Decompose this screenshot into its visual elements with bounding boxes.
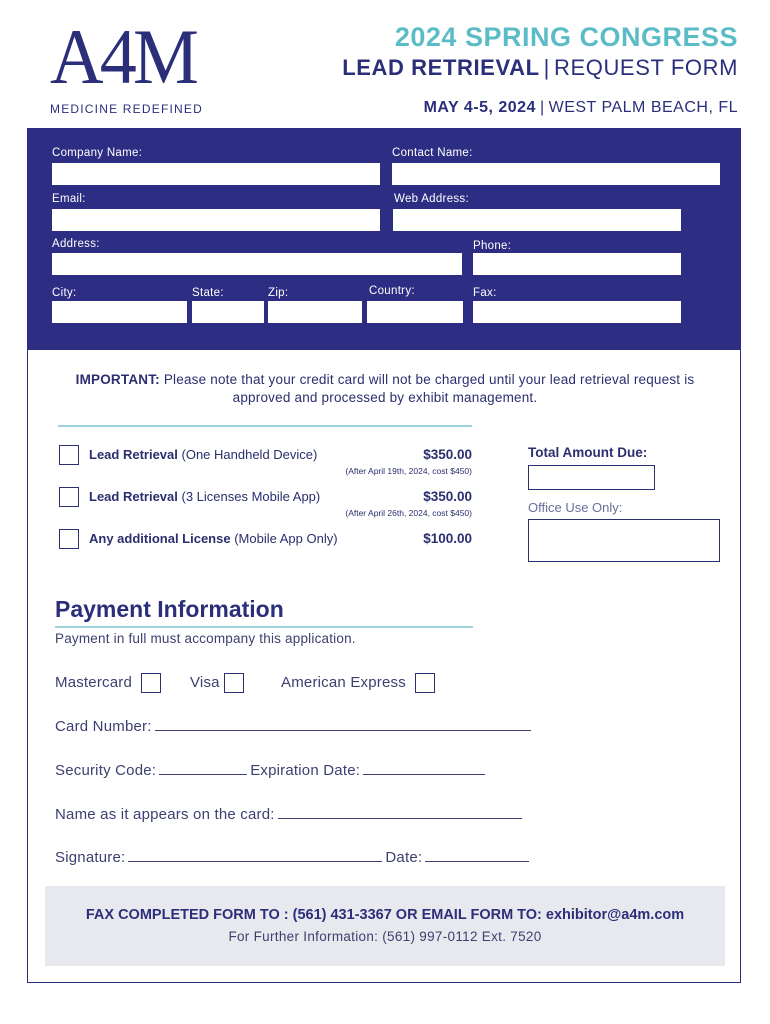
date-label: Date: (385, 849, 423, 866)
event-location: WEST PALM BEACH, FL (548, 99, 738, 116)
option-1-detail: (One Handheld Device) (181, 447, 318, 462)
country-field[interactable] (367, 301, 463, 323)
name-on-card-row (55, 805, 525, 823)
congress-title: 2024 SPRING CONGRESS (394, 22, 738, 52)
option-2-checkbox[interactable] (59, 487, 79, 507)
contact-footer (45, 886, 725, 966)
event-date-location (342, 99, 738, 117)
form-title-rest: REQUEST FORM (553, 55, 738, 80)
date-separator: | (539, 99, 545, 116)
option-1-price: $350.00 (423, 447, 472, 462)
option-1-note: (After April 19th, 2024, cost $450) (345, 466, 472, 476)
state-label: State: (192, 287, 224, 299)
signature-row (55, 848, 532, 866)
security-code-line[interactable] (159, 761, 247, 775)
fax-email-instructions: FAX COMPLETED FORM TO : (561) 431-3367 OR EMAIL FORM TO: exhibitor@a4m.com (85, 907, 685, 923)
contact-name-label: Contact Name: (392, 147, 473, 159)
phone-field[interactable] (473, 253, 681, 275)
web-address-label: Web Address: (394, 193, 469, 205)
fax-label: Fax: (473, 287, 497, 299)
expiration-line[interactable] (363, 761, 485, 775)
option-3-price: $100.00 (423, 531, 472, 546)
payment-divider (55, 626, 473, 628)
total-amount-label: Total Amount Due: (528, 445, 648, 460)
option-3-checkbox[interactable] (59, 529, 79, 549)
web-address-field[interactable] (393, 209, 681, 231)
further-info: For Further Information: (561) 997-0112 Ext. 7520 (228, 929, 542, 944)
option-3-label (89, 531, 338, 546)
state-field[interactable] (192, 301, 264, 323)
form-header (342, 22, 738, 117)
option-3-detail: (Mobile App Only) (234, 531, 338, 546)
option-1-checkbox[interactable] (59, 445, 79, 465)
event-date: MAY 4-5, 2024 (423, 99, 536, 116)
signature-label: Signature: (55, 849, 126, 866)
option-1-label (89, 447, 317, 462)
visa-label: Visa (190, 674, 220, 691)
mastercard-checkbox[interactable] (141, 673, 161, 693)
total-amount-field[interactable] (528, 465, 655, 490)
form-title-bold: LEAD RETRIEVAL (342, 55, 540, 80)
important-label: IMPORTANT: (75, 372, 160, 387)
zip-label: Zip: (268, 287, 289, 299)
fax-field[interactable] (473, 301, 681, 323)
option-2-detail: (3 Licenses Mobile App) (181, 489, 321, 504)
name-on-card-line[interactable] (278, 805, 522, 819)
divider (58, 425, 472, 427)
contact-name-field[interactable] (392, 163, 720, 185)
company-name-label: Company Name: (52, 147, 143, 159)
city-label: City: (52, 287, 77, 299)
date-line[interactable] (425, 848, 529, 862)
amex-label: American Express (281, 674, 406, 691)
important-text: Please note that your credit card will not be charged until your lead retrieval request is approved and processed by exhibit management. (163, 372, 695, 405)
payment-title: Payment Information (55, 596, 284, 622)
amex-checkbox[interactable] (415, 673, 435, 693)
security-code-label: Security Code: (55, 762, 157, 779)
a4m-logo (50, 13, 210, 116)
option-2-price: $350.00 (423, 489, 472, 504)
card-number-line[interactable] (155, 717, 531, 731)
visa-checkbox[interactable] (224, 673, 244, 693)
email-field[interactable] (52, 209, 380, 231)
address-field[interactable] (52, 253, 462, 275)
option-1-name: Lead Retrieval (89, 447, 178, 462)
option-2-note: (After April 26th, 2024, cost $450) (345, 508, 472, 518)
city-field[interactable] (52, 301, 187, 323)
form-title (342, 55, 738, 81)
address-label: Address: (52, 238, 100, 250)
option-2-label (89, 489, 320, 504)
title-separator: | (543, 55, 550, 80)
important-notice (60, 371, 710, 407)
zip-field[interactable] (268, 301, 362, 323)
email-label: Email: (52, 193, 86, 205)
company-name-field[interactable] (52, 163, 380, 185)
payment-subtitle: Payment in full must accompany this application. (55, 631, 356, 646)
card-number-row (55, 717, 534, 735)
logo-tagline: MEDICINE REDEFINED (50, 102, 203, 116)
logo-mark: A4M (50, 13, 196, 100)
office-use-field (528, 519, 720, 562)
option-3-name: Any additional License (89, 531, 231, 546)
phone-label: Phone: (473, 240, 512, 252)
option-2-name: Lead Retrieval (89, 489, 178, 504)
signature-line[interactable] (128, 848, 382, 862)
card-number-label: Card Number: (55, 718, 152, 735)
mastercard-label: Mastercard (55, 674, 133, 691)
name-on-card-label: Name as it appears on the card: (55, 806, 275, 823)
country-label: Country: (369, 285, 415, 297)
expiration-label: Expiration Date: (250, 762, 361, 779)
security-expiration-row (55, 761, 488, 779)
office-use-label: Office Use Only: (528, 500, 623, 515)
